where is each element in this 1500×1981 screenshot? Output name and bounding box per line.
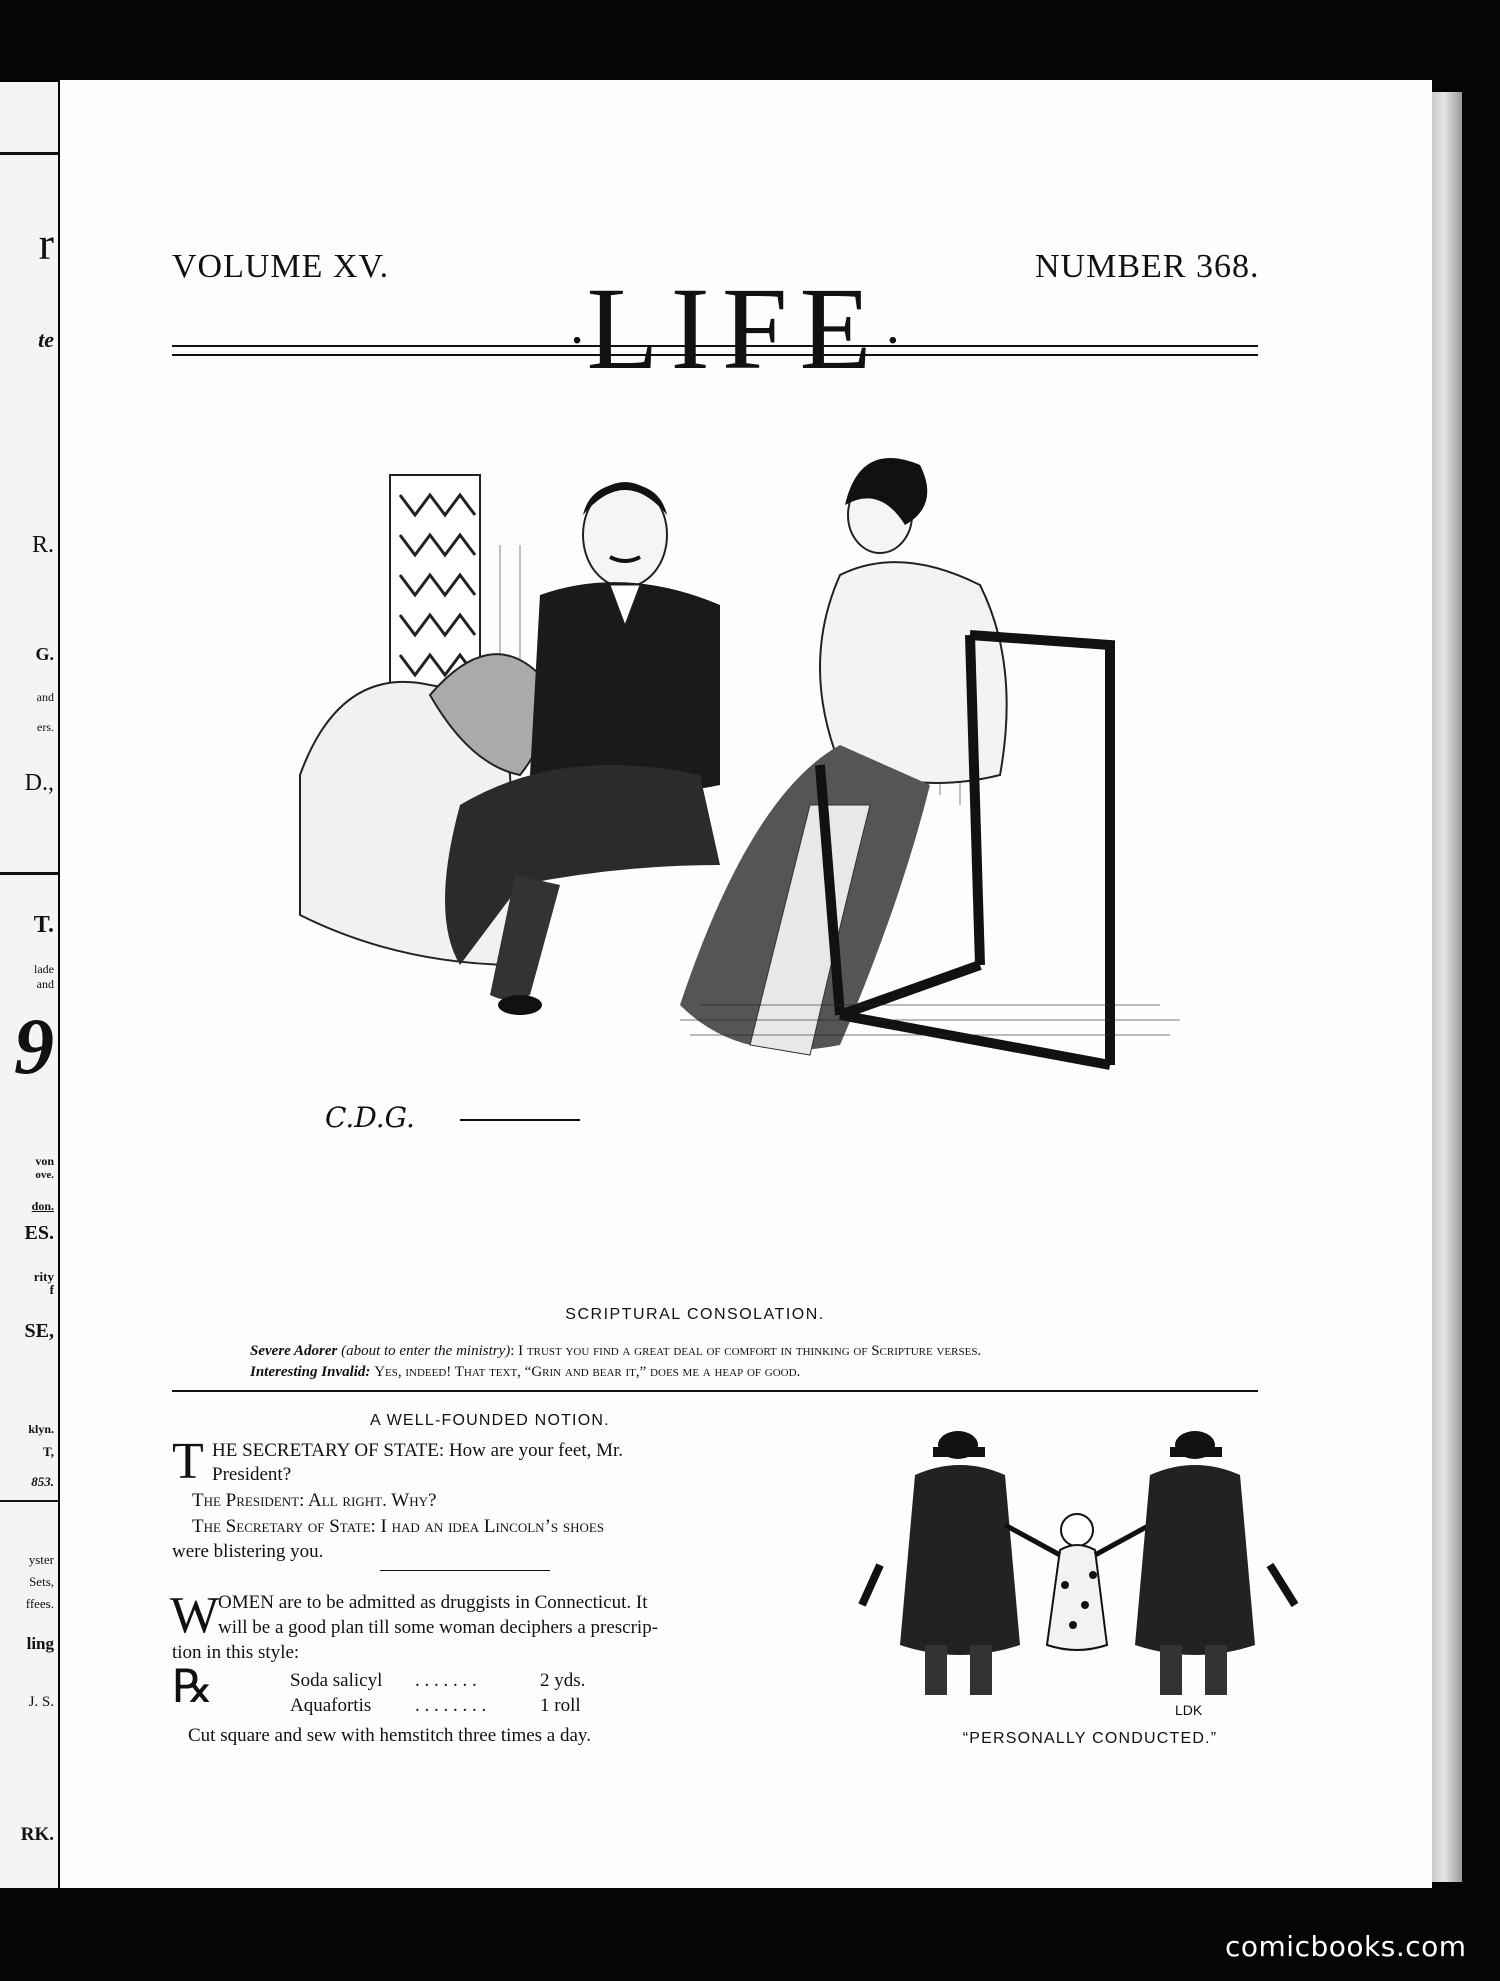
left-fragment: RK. [20,1824,54,1845]
left-fragment: ove. [35,1169,54,1181]
volume-label: VOLUME XV. [172,248,390,285]
prescription-symbol: ℞ [172,1661,214,1712]
left-rule [0,872,58,875]
left-fragment: and [36,690,54,704]
drop-cap: W [170,1587,220,1644]
left-fragment: T, [43,1444,54,1459]
left-rule [0,1500,58,1502]
caption-speech: Yes, indeed! That text, “Grin and bear it,” does me a heap of good. [374,1364,801,1380]
left-fragment: ES. [24,1222,54,1244]
left-policeman [862,1431,1020,1695]
issue-number: NUMBER 368. [1035,248,1260,285]
left-rule [0,152,58,155]
child-figure [1005,1514,1150,1650]
left-fragment: SE, [24,1320,54,1342]
left-fragment: 9 [14,1003,54,1091]
left-fragment: te [38,327,54,352]
left-fragment: 853. [31,1474,54,1489]
rx-name: Aquafortis [290,1695,372,1716]
left-page-strip [0,82,58,1888]
left-fragment: klyn. [28,1422,54,1436]
left-fragment: ling [26,1634,54,1653]
article-line: HE SECRETARY OF STATE: How are your feet, Mr. [212,1440,624,1461]
left-fragment: Sets, [29,1574,54,1589]
article-divider [380,1570,550,1571]
article-line: The President: All right. Why? [192,1490,437,1511]
article-line: President? [212,1464,292,1485]
left-fragment: T. [33,912,54,938]
cartoon-caption: “PERSONALLY CONDUCTED.” [962,1730,1218,1747]
rx-dots: . . . . . . . [415,1670,477,1691]
magazine-page [60,80,1432,1888]
article-line: OMEN are to be admitted as druggists in Connecticut. It [218,1592,648,1613]
caption-line-2 [250,1364,800,1381]
prescription-item [290,1695,581,1717]
article-line: will be a good plan till some woman deciphers a prescrip- [218,1617,659,1638]
left-fragment: and [36,977,54,991]
main-illustration [280,445,1290,1285]
caption-speaker: Severe Adorer [250,1343,338,1359]
caption-speech: : I trust you find a great deal of comfort in thinking of Scripture verses. [510,1343,982,1359]
left-fragment: ers. [37,720,54,734]
article-line: were blistering you. [172,1541,324,1562]
cartoon-signature: LDK [1175,1702,1203,1718]
left-fragment: D., [24,770,54,796]
article-title: A WELL-FOUNDED NOTION. [370,1412,610,1429]
drop-cap: T [172,1433,204,1490]
personally-conducted-cartoon [845,1415,1315,1735]
page-edge [1432,92,1462,1882]
masthead-title [515,263,955,394]
left-fragment: R. [31,532,54,558]
caption-aside: (about to enter the ministry) [341,1343,511,1359]
left-fragment: rity [33,1269,54,1284]
woman-figure [680,458,1007,1055]
artist-signature: C.D.G. [325,1101,415,1134]
masthead-rule [172,345,1258,356]
right-policeman [1135,1431,1295,1695]
left-fragment: r [38,218,54,269]
rx-qty: 2 yds. [540,1670,586,1691]
left-fragment: G. [35,644,54,664]
left-fragment: J. S. [28,1694,54,1710]
caption-speaker: Interesting Invalid: [250,1364,371,1380]
caption-line-1 [250,1343,981,1360]
left-fragment: lade [34,962,54,976]
illustration-caption-title: SCRIPTURAL CONSOLATION. [565,1306,825,1323]
left-fragment: von [35,1154,54,1168]
left-fragment: don. [31,1199,54,1213]
masthead-dot: · [567,309,587,372]
prescription-directions: Cut square and sew with hemstitch three times a day. [188,1725,591,1746]
watermark: comicbooks.com [1225,1930,1467,1963]
article-line: The Secretary of State: I had an idea Lincoln’s shoes [192,1516,605,1537]
prescription-item [290,1670,585,1692]
left-fragment: yster [28,1552,54,1567]
masthead-title-text: LIFE [586,263,884,394]
left-fragment: f [49,1282,54,1297]
masthead-dot: · [883,309,903,372]
rx-qty: 1 roll [540,1695,581,1716]
rx-name: Soda salicyl [290,1670,383,1691]
rx-dots: . . . . . . . . [415,1695,487,1716]
left-fragment: ffees. [25,1596,54,1611]
section-rule [172,1390,1258,1395]
article-line: tion in this style: [172,1642,300,1663]
